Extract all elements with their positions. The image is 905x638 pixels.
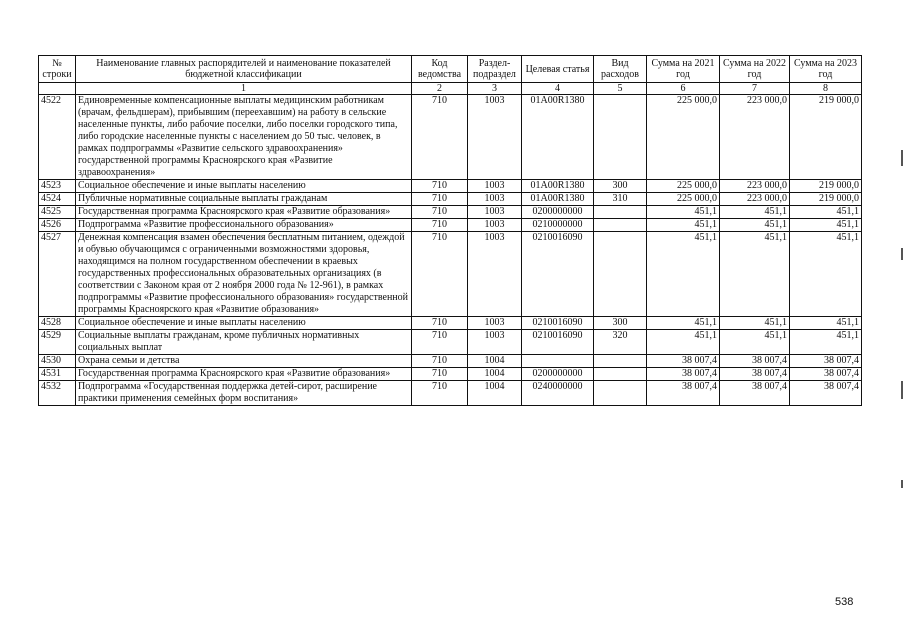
section-code: 1003 [468,180,522,193]
sum-2021: 451,1 [647,206,720,219]
column-number: 4 [522,83,594,95]
header-expense-type: Вид расходов [594,56,647,83]
row-name: Денежная компенсация взамен обеспечения бесплатным питанием, одеждой и обувью обучающимся с ограниченными возможностями здоровья, находящимся на полном государственном обеспечении в краевых государственных профессиональных образовательных организациях (в соответствии с Законом края от 2 ноября 2000 года № 12-961), в рамках подпрограммы «Развитие профессионального образования» государственной программы Красноярского края «Развитие образования» [76,232,412,317]
expense-type [594,219,647,232]
section-code: 1004 [468,381,522,406]
expense-type [594,381,647,406]
section-code: 1003 [468,317,522,330]
sum-2022: 38 007,4 [720,381,790,406]
column-number: 5 [594,83,647,95]
sum-2021: 38 007,4 [647,381,720,406]
sum-2021: 225 000,0 [647,180,720,193]
sum-2023: 451,1 [790,206,862,219]
section-code: 1003 [468,232,522,317]
target-article: 01A00R1380 [522,193,594,206]
sum-2023: 38 007,4 [790,368,862,381]
expense-type: 320 [594,330,647,355]
section-code: 1003 [468,193,522,206]
header-row-number: № строки [39,56,76,83]
target-article: 0210016090 [522,330,594,355]
page-number: 538 [835,596,854,608]
table-row [39,219,862,232]
dept-code: 710 [412,381,468,406]
section-code: 1003 [468,330,522,355]
table-row [39,180,862,193]
budget-table-container [38,55,861,406]
table-row [39,193,862,206]
section-code: 1004 [468,355,522,368]
sum-2022: 38 007,4 [720,355,790,368]
target-article: 01A00R1380 [522,95,594,180]
table-row [39,381,862,406]
expense-type [594,232,647,317]
scan-edge-mark [901,150,903,166]
row-name: Подпрограмма «Развитие профессионального образования» [76,219,412,232]
table-row [39,330,862,355]
sum-2021: 225 000,0 [647,193,720,206]
dept-code: 710 [412,219,468,232]
row-number: 4526 [39,219,76,232]
column-number [39,83,76,95]
header-sum-2022: Сумма на 2022 год [720,56,790,83]
expense-type: 300 [594,317,647,330]
column-number: 6 [647,83,720,95]
row-name: Социальное обеспечение и иные выплаты населению [76,317,412,330]
scan-edge-mark [901,248,903,260]
target-article: 0200000000 [522,368,594,381]
header-sum-2023: Сумма на 2023 год [790,56,862,83]
row-number: 4523 [39,180,76,193]
sum-2023: 38 007,4 [790,355,862,368]
sum-2021: 225 000,0 [647,95,720,180]
section-code: 1003 [468,219,522,232]
sum-2023: 219 000,0 [790,193,862,206]
section-code: 1003 [468,206,522,219]
header-target-article: Целевая статья [522,56,594,83]
table-body [39,95,862,406]
target-article [522,355,594,368]
header-name: Наименование главных распорядителей и наименование показателей бюджетной классификации [76,56,412,83]
table-row [39,317,862,330]
budget-table [38,55,862,406]
sum-2022: 38 007,4 [720,368,790,381]
target-article: 0210000000 [522,219,594,232]
sum-2021: 451,1 [647,330,720,355]
header-sum-2021: Сумма на 2021 год [647,56,720,83]
sum-2021: 38 007,4 [647,355,720,368]
row-name: Государственная программа Красноярского края «Развитие образования» [76,206,412,219]
header-section: Раздел-подраздел [468,56,522,83]
row-name: Охрана семьи и детства [76,355,412,368]
row-name: Единовременные компенсационные выплаты медицинским работникам (врачам, фельдшерам), прибывшим (переехавшим) на работу в сельские населенные пункты, либо рабочие поселки, либо поселки городского типа, либо городские населенные пункты с населением до 50 тыс. человек, в рамках подпрограммы «Развитие сельского здравоохранения» государственной программы Красноярского края «Развитие здравоохранения» [76,95,412,180]
sum-2022: 451,1 [720,232,790,317]
sum-2023: 219 000,0 [790,95,862,180]
sum-2022: 223 000,0 [720,95,790,180]
row-number: 4528 [39,317,76,330]
scan-edge-mark [901,480,903,488]
target-article: 0200000000 [522,206,594,219]
scan-edge-mark [901,381,903,399]
sum-2022: 451,1 [720,206,790,219]
row-number: 4530 [39,355,76,368]
section-code: 1004 [468,368,522,381]
sum-2021: 451,1 [647,232,720,317]
table-row [39,232,862,317]
sum-2021: 451,1 [647,317,720,330]
row-name: Государственная программа Красноярского края «Развитие образования» [76,368,412,381]
row-name: Социальное обеспечение и иные выплаты населению [76,180,412,193]
sum-2022: 451,1 [720,317,790,330]
row-number: 4532 [39,381,76,406]
table-row [39,355,862,368]
expense-type [594,355,647,368]
row-name: Подпрограмма «Государственная поддержка детей-сирот, расширение практики применения семейных форм воспитания» [76,381,412,406]
row-number: 4531 [39,368,76,381]
dept-code: 710 [412,232,468,317]
target-article: 0240000000 [522,381,594,406]
target-article: 01A00R1380 [522,180,594,193]
expense-type: 300 [594,180,647,193]
column-number: 7 [720,83,790,95]
sum-2023: 451,1 [790,317,862,330]
sum-2023: 219 000,0 [790,180,862,193]
row-number: 4524 [39,193,76,206]
row-name: Публичные нормативные социальные выплаты гражданам [76,193,412,206]
sum-2022: 223 000,0 [720,180,790,193]
target-article: 0210016090 [522,317,594,330]
dept-code: 710 [412,355,468,368]
sum-2022: 451,1 [720,330,790,355]
dept-code: 710 [412,368,468,381]
row-number: 4527 [39,232,76,317]
dept-code: 710 [412,95,468,180]
expense-type [594,95,647,180]
sum-2023: 38 007,4 [790,381,862,406]
header-dept-code: Код ведомства [412,56,468,83]
expense-type [594,206,647,219]
sum-2023: 451,1 [790,219,862,232]
row-number: 4522 [39,95,76,180]
sum-2023: 451,1 [790,232,862,317]
dept-code: 710 [412,330,468,355]
column-number: 3 [468,83,522,95]
sum-2021: 38 007,4 [647,368,720,381]
table-row [39,206,862,219]
row-number: 4525 [39,206,76,219]
row-number: 4529 [39,330,76,355]
dept-code: 710 [412,317,468,330]
expense-type: 310 [594,193,647,206]
row-name: Социальные выплаты гражданам, кроме публичных нормативных социальных выплат [76,330,412,355]
column-number: 8 [790,83,862,95]
column-number: 1 [76,83,412,95]
target-article: 0210016090 [522,232,594,317]
section-code: 1003 [468,95,522,180]
sum-2021: 451,1 [647,219,720,232]
column-number: 2 [412,83,468,95]
column-numbers-row [39,83,862,95]
table-row [39,95,862,180]
dept-code: 710 [412,193,468,206]
sum-2022: 223 000,0 [720,193,790,206]
sum-2022: 451,1 [720,219,790,232]
sum-2023: 451,1 [790,330,862,355]
table-header-row [39,56,862,83]
expense-type [594,368,647,381]
dept-code: 710 [412,206,468,219]
dept-code: 710 [412,180,468,193]
table-row [39,368,862,381]
